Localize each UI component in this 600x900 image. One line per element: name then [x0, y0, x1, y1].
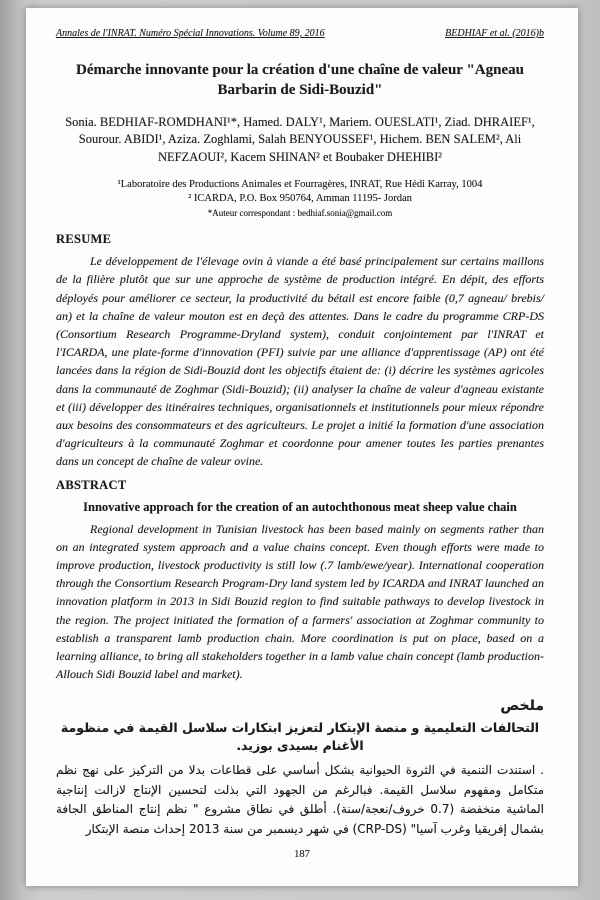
article-title: Démarche innovante pour la création d'une chaîne de valeur "Agneau Barbarin de Sidi-Bouzid" — [76, 62, 524, 99]
corresponding-author-line: *Auteur correspondant : bedhiaf.sonia@gmail.com — [207, 208, 393, 219]
page-content — [26, 8, 578, 886]
affiliations-block — [56, 178, 544, 219]
journal-citation: Annales de l'INRAT. Numéro Spécial Innovations. Volume 89, 2016 — [56, 28, 325, 39]
abstract-text: Regional development in Tunisian livestock has been based mainly on segments rather than on an integrated system approach and a value chains concept. Even though efforts were made to improve production, livestock productivity is still low (.7 lamb/ewe/year). International cooperation through the Consortium Research Program-Dry land system led by ICARDA and INRAT launched an innovation platform in 2013 in Sidi Bouzid region to find suitable pathways to develop livestock in the region. The project initiated the formation of a farmers' association at Zoghmar community to establish a transparent lamb production chain. More coordination is put on place, based on a learning alliance, to bring all stakeholders together in a lamb value chain concept (lamb production-Allouch Sidi Bouzid label and market). — [56, 521, 544, 682]
arabic-subtitle: التحالفات التعليمية و منصة الإبتكار لتعزيز ابتكارات سلاسل القيمة في منظومة الأغنام بسيدى بوزيد. — [60, 719, 540, 754]
resume-text: Le développement de l'élevage ovin à viande a été basé principalement sur certains maillons de la filière plutôt que sur une approche de système de production intégré. En dépit, des efforts déployés pour améliorer ce secteur, la productivité du bétail est encore faible (0,7 agneau/ brebis/ an) et la chaîne de valeur mouton est en deçà des attentes. Dans le cadre du programme CRP-DS (Consortium Research Programme-Dryland system), conduit conjointement par l'INRAT et l'ICARDA, une plate-forme d'innovation (PFI) suivie par une alliance d'apprentissage (AP) ont été lancées dans la région de Sidi-Bouzid dont les objectifs étaient de: (i) décrire les systèmes agricoles dans la communauté de Zoghmar (Sidi-Bouzid); (ii) analyser la chaîne de valeur d'agneau existante et (iii) développer des itinéraires techniques, organisationnels et institutionnels pour mieux répondre aux besoins des consommateurs et des agriculteurs. Le projet a initié la formation d'une association d'agriculteurs à la communauté Zoghmar et coordonne pour amener toutes les parties prenantes dans un concept de chaîne de valeur ovine. — [56, 254, 544, 469]
running-header — [56, 28, 544, 39]
arabic-text: . استندت التنمية في الثروة الحيوانية بشكل أساسي على قطاعات بدلا من التركيز على نهج نظم متكامل ومفهوم سلاسل القيمة. فبالرغم من الجهود التي بذلت لتحسين الإنتاج لازالت إنتاجية الماشية منخفضة (0.7 خروف/نعجة/سنة). أطلق في نطاق مشروع " نظم إنتاج المناطق الجافة بشمال إفريقيا وغرب آسيا" (CRP-DS) في شهر ديسمبر من سنة 2013 إحداث منصة الإبتكار — [56, 763, 544, 836]
abstract-heading: ABSTRACT — [56, 477, 127, 492]
arabic-heading: ملخص — [500, 697, 544, 714]
resume-heading: RESUME — [56, 232, 112, 247]
authors-line: Sonia. BEDHIAF-ROMDHANI¹*, Hamed. DALY¹, Mariem. OUESLATI¹, Ziad. DHRAIEF¹, Sourour. ABIDI¹, Aziza. Zoghlami, Salah BENYOUSSEF¹, Hichem. BEN SALEM², Ali NEFZAOUI², Kacem SHINAN² et Boubaker DHEHIBI² — [65, 114, 535, 164]
affiliation-2: ² ICARDA, P.O. Box 950764, Amman 11195- Jordan — [188, 192, 412, 204]
abstract-subtitle: Innovative approach for the creation of an autochthonous meat sheep value chain — [83, 499, 517, 514]
affiliation-1: ¹Laboratoire des Productions Animales et Fourragères, INRAT, Rue Hédi Karray, 1004 — [117, 178, 483, 190]
author-citation: BEDHIAF et al. (2016)b — [445, 28, 544, 39]
scanned-paper-page — [26, 8, 578, 886]
page-number: 187 — [294, 849, 310, 860]
arabic-summary-block — [56, 698, 544, 840]
